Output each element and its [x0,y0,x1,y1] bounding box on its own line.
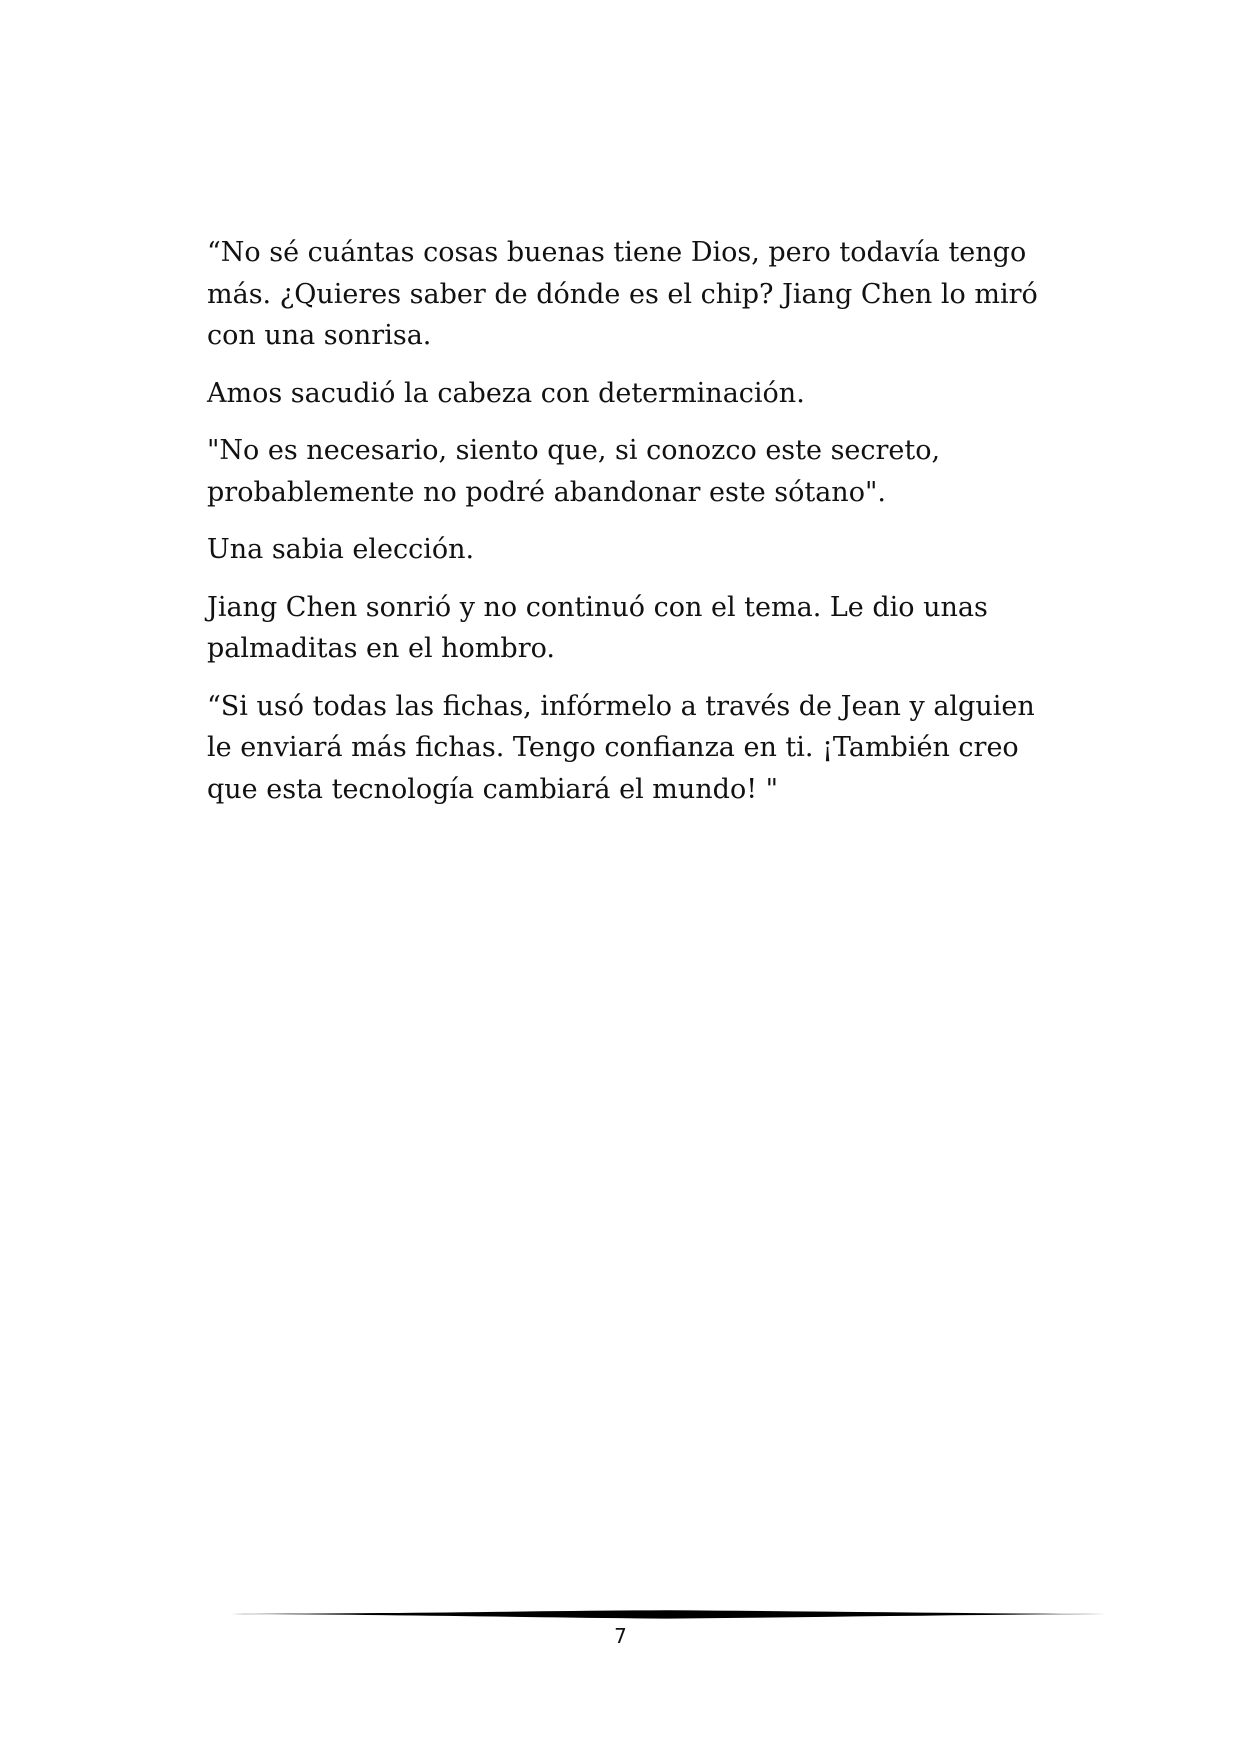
paragraph-6: “Si usó todas las fichas, infórmelo a través de Jean y alguien le enviará más fichas. Tengo confianza en ti. ¡También creo que esta tecnología cambiará el mundo! " [207,690,1035,805]
paragraph-1: “No sé cuántas cosas buenas tiene Dios, pero todavía tengo más. ¿Quieres saber de dónde es el chip? Jiang Chen lo miró con una sonrisa. [207,237,1038,351]
page-number: 7 [614,1624,627,1648]
body-text [207,232,1067,826]
paragraph-3: "No es necesario, siento que, si conozco este secreto, probablemente no podré abandonar este sótano". [207,435,941,508]
paragraph-2: Amos sacudió la cabeza con determinación. [207,377,805,409]
paragraph-5: Jiang Chen sonrió y no continuó con el tema. Le dio unas palmaditas en el hombro. [207,591,988,664]
paragraph-4: Una sabia elección. [207,534,475,565]
footer-divider [207,1608,1107,1620]
